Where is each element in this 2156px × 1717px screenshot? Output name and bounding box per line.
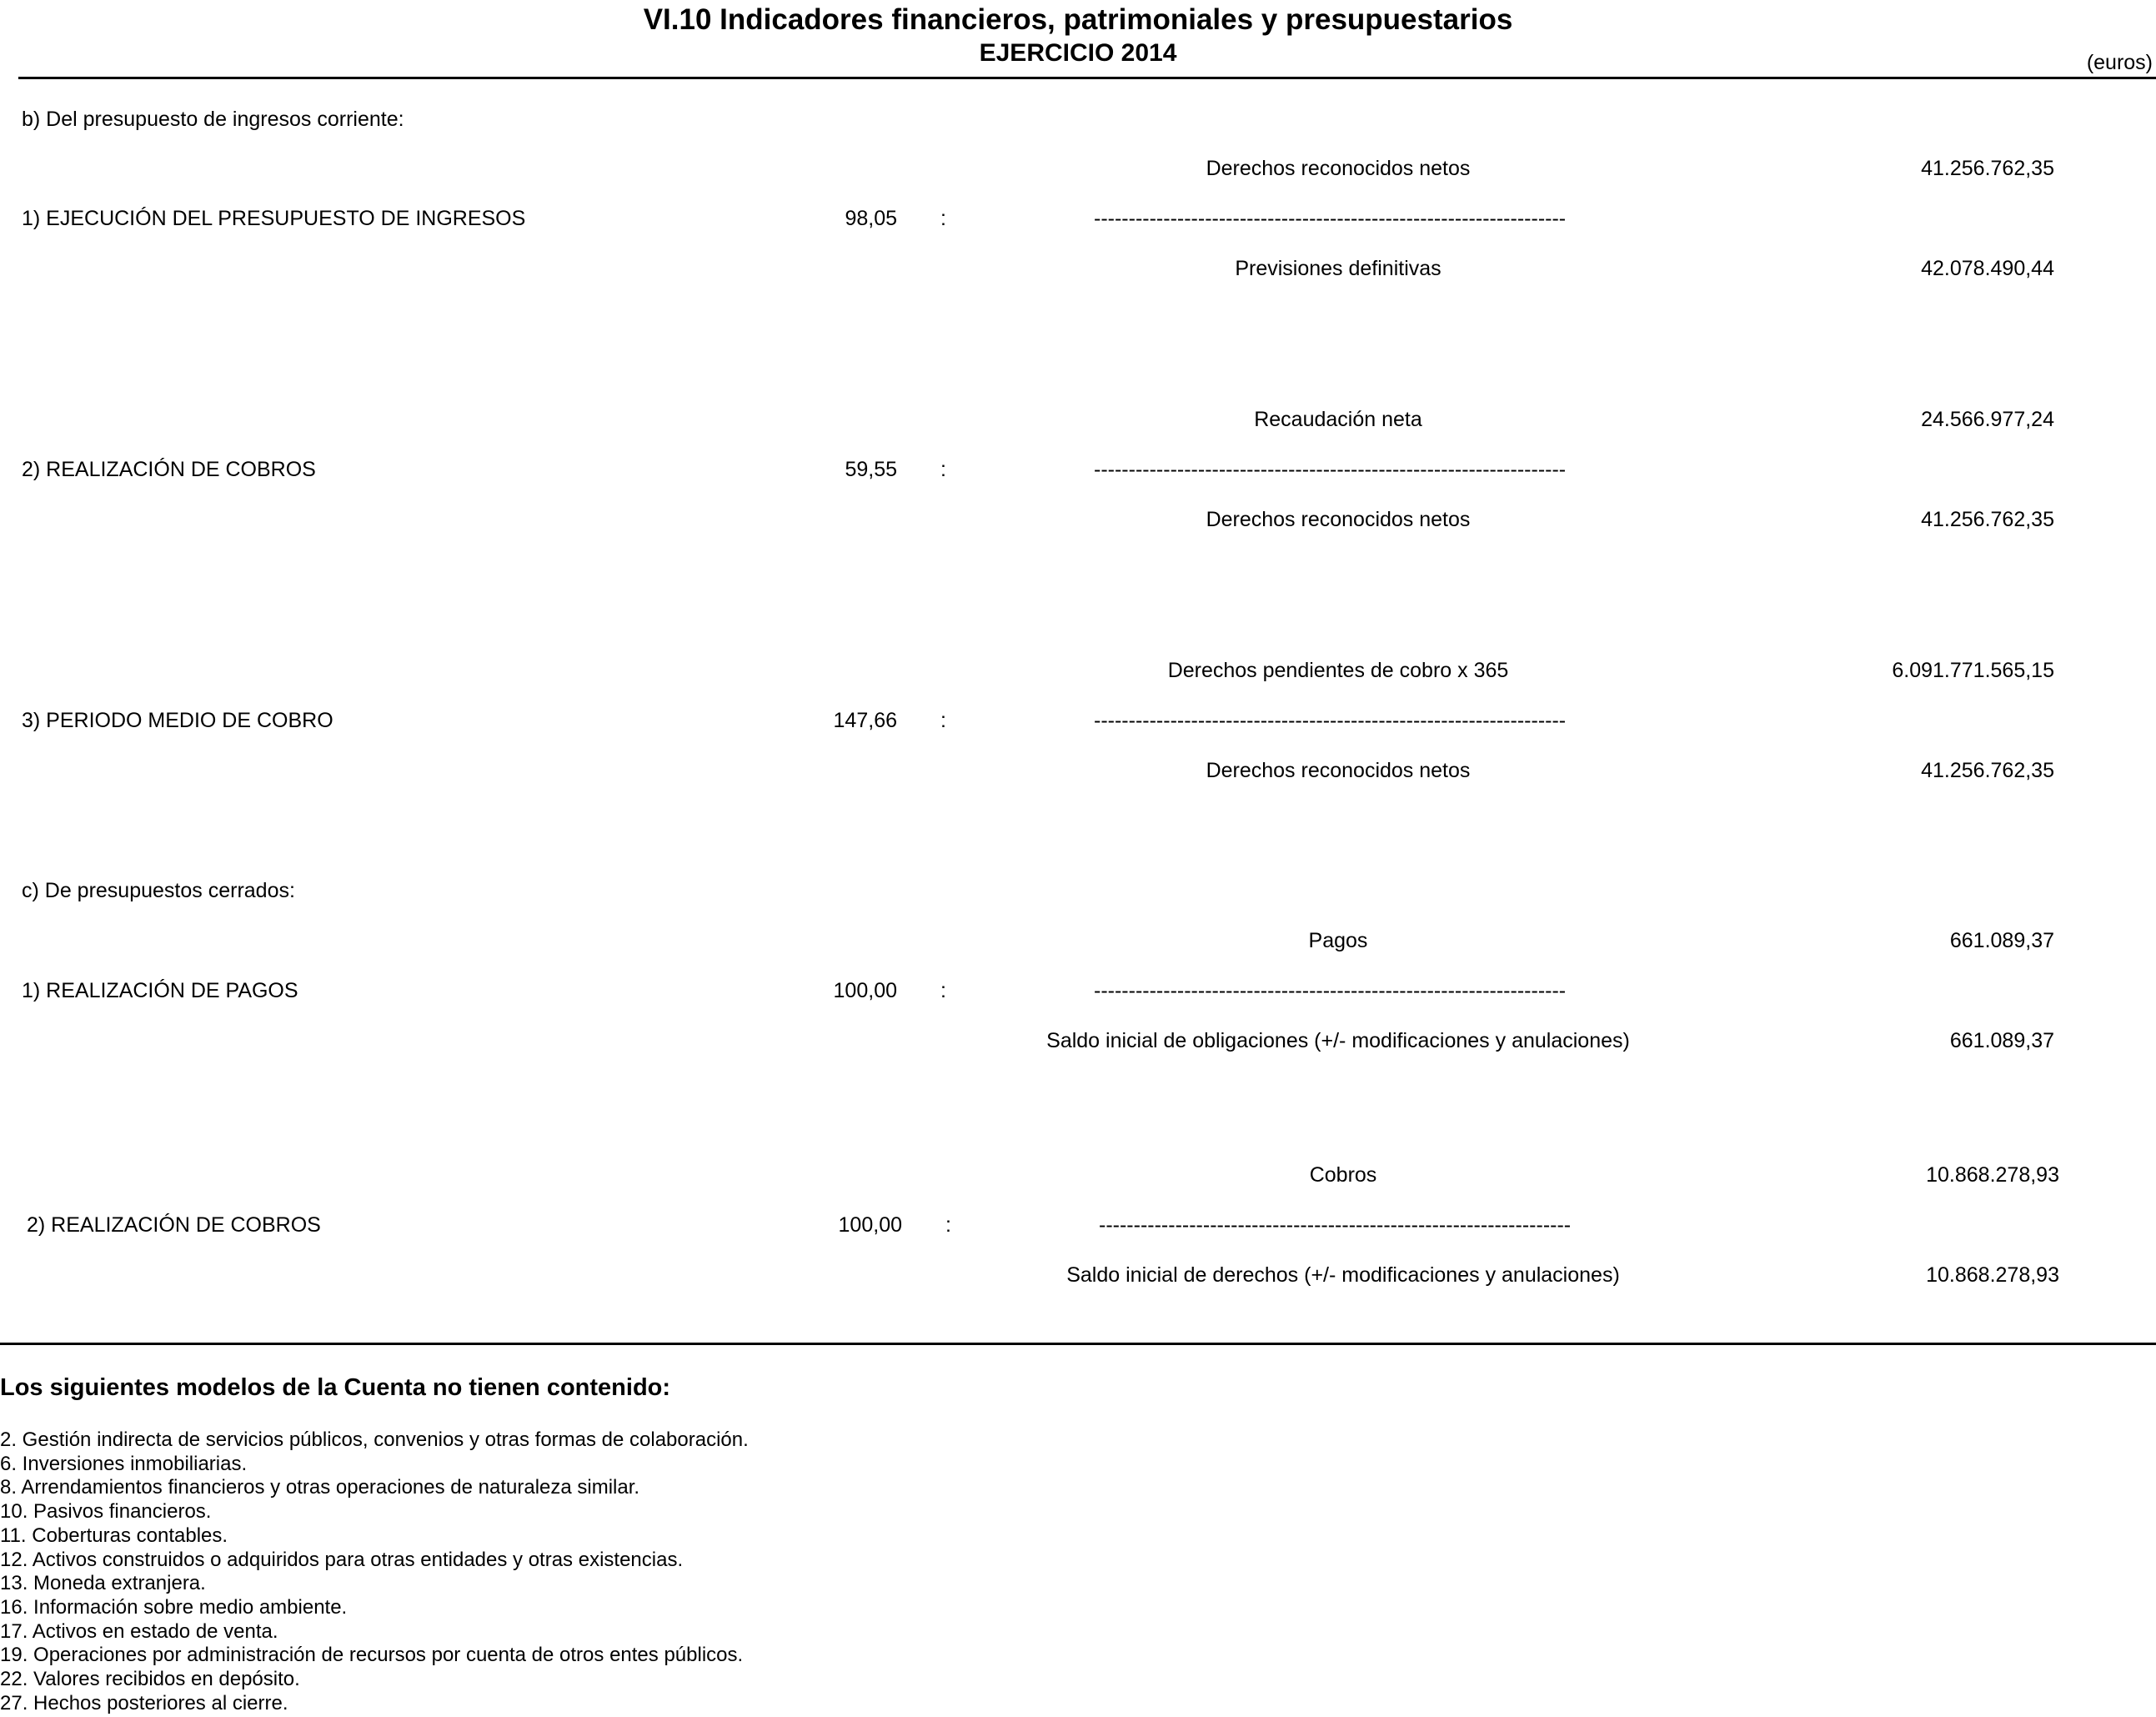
section-divider: [0, 1343, 2156, 1345]
list-item: 8. Arrendamientos financieros y otras operaciones de naturaleza similar.: [0, 1476, 640, 1499]
fraction-dashes: --------------------------------------------------------------------: [1094, 709, 1567, 732]
separator-colon: :: [940, 207, 946, 230]
indicator-label: 3) PERIODO MEDIO DE COBRO: [22, 709, 333, 732]
fraction-dashes: --------------------------------------------------------------------: [1094, 458, 1567, 481]
empty-models-list: [0, 1428, 749, 1715]
indicator-label: 1) REALIZACIÓN DE PAGOS: [22, 979, 298, 1002]
denominator-label: Derechos reconocidos netos: [1206, 759, 1471, 782]
separator-colon: :: [940, 458, 946, 481]
denominator-label: Saldo inicial de obligaciones (+/- modificaciones y anulaciones): [1046, 1029, 1630, 1052]
page-title: VI.10 Indicadores financieros, patrimoniales y presupuestarios: [643, 3, 1513, 36]
indicator-value: 100,00: [838, 1213, 902, 1237]
numerator-label: Pagos: [1308, 929, 1368, 952]
indicator-value: 59,55: [845, 458, 897, 481]
footer-heading: Los siguientes modelos de la Cuenta no tienen contenido:: [0, 1374, 671, 1401]
page-subtitle: EJERCICIO 2014: [979, 39, 1177, 67]
denominator-label: Derechos reconocidos netos: [1206, 508, 1471, 531]
fraction-dashes: --------------------------------------------------------------------: [1094, 207, 1567, 230]
separator-colon: :: [940, 979, 946, 1002]
numerator-value: 661.089,37: [1949, 929, 2054, 952]
list-item: 27. Hechos posteriores al cierre.: [0, 1691, 288, 1714]
numerator-value: 41.256.762,35: [1921, 157, 2054, 180]
denominator-label: Saldo inicial de derechos (+/- modificaciones y anulaciones): [1066, 1263, 1620, 1287]
numerator-label: Cobros: [1309, 1163, 1377, 1187]
list-item: 2. Gestión indirecta de servicios públicos, convenios y otras formas de colaboración.: [0, 1428, 749, 1451]
indicator-label: 1) EJECUCIÓN DEL PRESUPUESTO DE INGRESOS: [22, 207, 526, 230]
list-item: 16. Información sobre medio ambiente.: [0, 1595, 348, 1619]
list-item: 12. Activos construidos o adquiridos para otras entidades y otras existencias.: [0, 1548, 684, 1571]
fraction-dashes: --------------------------------------------------------------------: [1099, 1213, 1572, 1237]
separator-colon: :: [940, 709, 946, 732]
denominator-value: 42.078.490,44: [1921, 257, 2054, 280]
indicator-value: 98,05: [845, 207, 897, 230]
separator-colon: :: [945, 1213, 951, 1237]
indicator-label: 2) REALIZACIÓN DE COBROS: [27, 1213, 321, 1237]
denominator-value: 10.868.278,93: [1926, 1263, 2059, 1287]
list-item: 19. Operaciones por administración de recursos por cuenta de otros entes públicos.: [0, 1644, 744, 1667]
list-item: 13. Moneda extranjera.: [0, 1572, 206, 1595]
header-rule: [18, 77, 2156, 79]
numerator-value: 6.091.771.565,15: [1892, 659, 2054, 682]
list-item: 11. Coberturas contables.: [0, 1524, 228, 1547]
numerator-label: Derechos reconocidos netos: [1206, 157, 1471, 180]
denominator-label: Previsiones definitivas: [1235, 257, 1442, 280]
fraction-dashes: --------------------------------------------------------------------: [1094, 979, 1567, 1002]
numerator-label: Derechos pendientes de cobro x 365: [1167, 659, 1509, 682]
section-c-heading: c) De presupuestos cerrados:: [22, 879, 295, 902]
indicator-label: 2) REALIZACIÓN DE COBROS: [22, 458, 316, 481]
indicator-value: 147,66: [833, 709, 897, 732]
indicator-value: 100,00: [833, 979, 897, 1002]
denominator-value: 41.256.762,35: [1921, 759, 2054, 782]
unit-label: (euros): [2086, 51, 2153, 74]
denominator-value: 661.089,37: [1949, 1029, 2054, 1052]
denominator-value: 41.256.762,35: [1921, 508, 2054, 531]
list-item: 6. Inversiones inmobiliarias.: [0, 1452, 248, 1475]
numerator-value: 24.566.977,24: [1921, 408, 2054, 431]
list-item: 22. Valores recibidos en depósito.: [0, 1668, 300, 1691]
numerator-label: Recaudación neta: [1254, 408, 1422, 431]
numerator-value: 10.868.278,93: [1926, 1163, 2059, 1187]
list-item: 17. Activos en estado de venta.: [0, 1619, 278, 1643]
section-b-heading: b) Del presupuesto de ingresos corriente:: [22, 108, 404, 131]
list-item: 10. Pasivos financieros.: [0, 1500, 212, 1524]
